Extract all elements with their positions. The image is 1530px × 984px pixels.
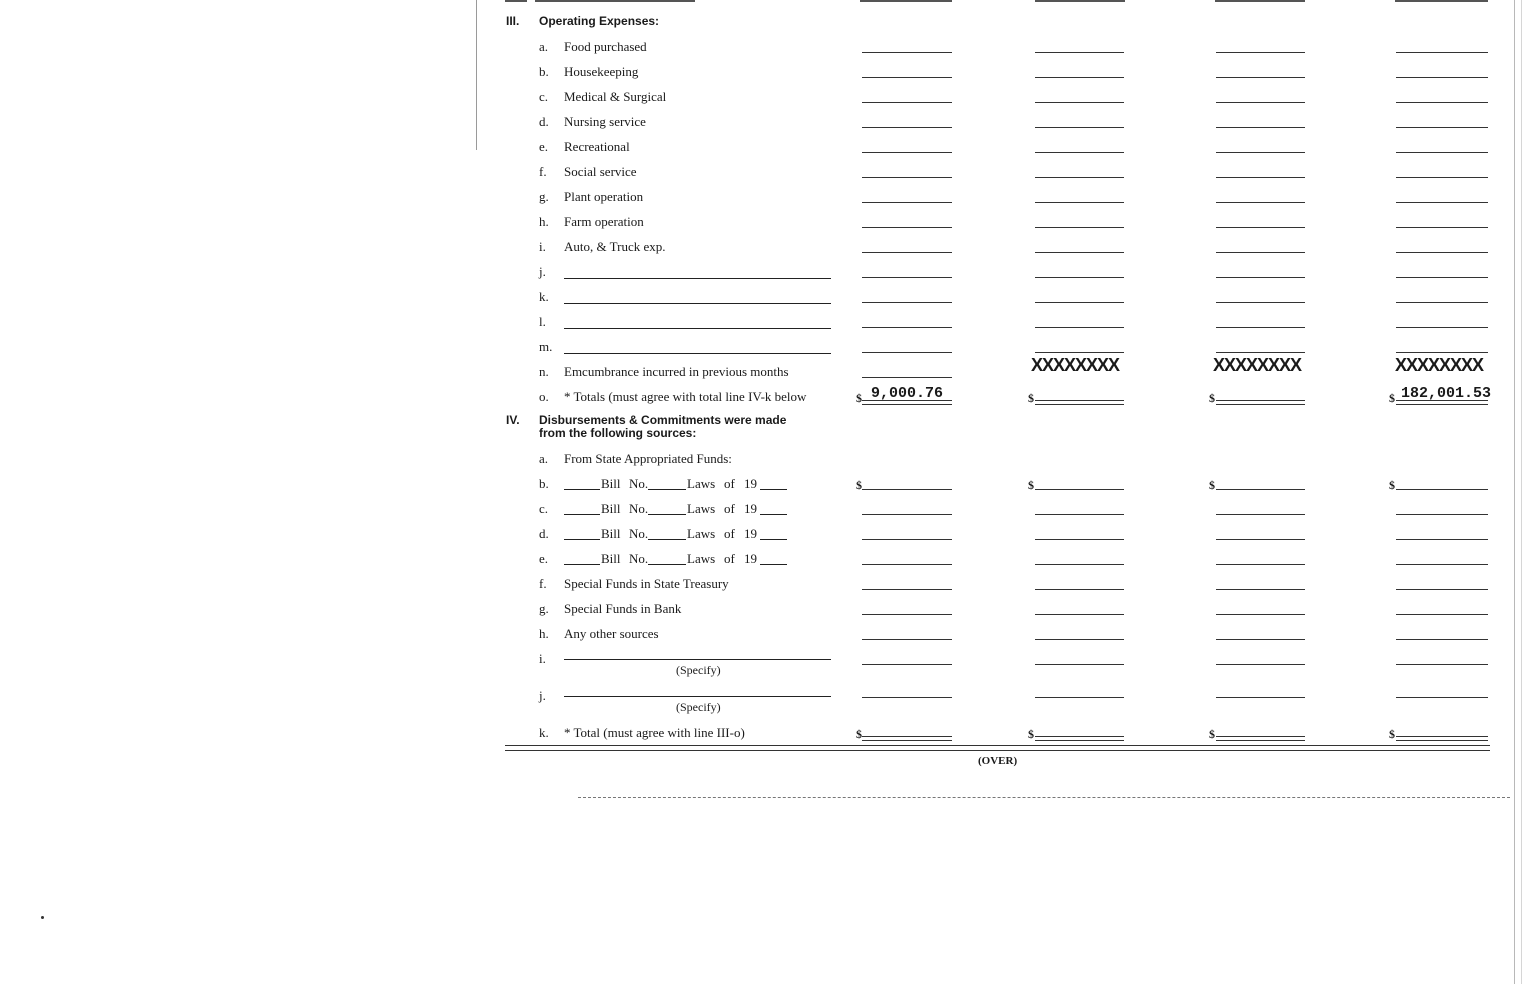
amount-field[interactable] — [1035, 127, 1124, 128]
bill-word: Bill — [601, 551, 621, 566]
row-bill-e — [0, 551, 1530, 576]
amount-field[interactable] — [862, 589, 952, 590]
no-word: No. — [629, 476, 649, 491]
amount-field[interactable] — [1396, 664, 1488, 665]
row-specify-j — [0, 688, 1530, 713]
row-letter: b. — [539, 476, 549, 491]
amount-field[interactable] — [1035, 664, 1124, 665]
amount-field[interactable] — [1035, 697, 1124, 698]
amount-field[interactable] — [1035, 277, 1124, 278]
over-note: (OVER) — [978, 755, 1018, 767]
row-bill-d — [0, 526, 1530, 551]
row-letter: f. — [539, 576, 547, 591]
cut-off-previous-row — [505, 0, 1490, 3]
dollar-sign: $ — [1209, 478, 1215, 492]
amount-field[interactable] — [1216, 202, 1305, 203]
dollar-sign: $ — [856, 727, 862, 741]
amount-field[interactable] — [862, 377, 952, 378]
row-special-funds-bank — [0, 601, 1530, 626]
row-label: Auto, & Truck exp. — [564, 239, 666, 254]
amount-field[interactable] — [862, 514, 952, 515]
row-label: Special Funds in Bank — [564, 601, 682, 616]
row-letter: j. — [539, 264, 546, 279]
amount-field[interactable] — [1396, 152, 1488, 153]
row-letter: i. — [539, 239, 546, 254]
amount-field[interactable] — [1216, 614, 1305, 615]
amount-field[interactable] — [1396, 77, 1488, 78]
no-word: No. — [629, 501, 649, 516]
no-field[interactable] — [648, 539, 686, 540]
row-totals — [0, 385, 1530, 414]
row-plant-operation — [0, 189, 1530, 214]
amount-field[interactable] — [1396, 102, 1488, 103]
row-special-funds-treasury — [0, 576, 1530, 601]
amount-field[interactable] — [1396, 539, 1488, 540]
bill-number-field[interactable] — [564, 514, 600, 515]
amount-field[interactable] — [1216, 539, 1305, 540]
laws-word: Laws — [687, 551, 716, 566]
row-label: Recreational — [564, 139, 630, 154]
ink-speck — [41, 916, 44, 919]
bill-word: Bill — [601, 476, 621, 491]
year-prefix: 19 — [744, 551, 757, 566]
amount-field[interactable] — [1396, 514, 1488, 515]
row-letter: b. — [539, 64, 549, 79]
bill-number-field[interactable] — [564, 539, 600, 540]
row-letter: f. — [539, 164, 547, 179]
total-field[interactable] — [1396, 736, 1488, 741]
row-medical-surgical — [0, 89, 1530, 114]
total-field[interactable] — [1035, 400, 1124, 405]
section-4-title-line1: Disbursements & Commitments were made — [539, 413, 787, 427]
row-letter: h. — [539, 214, 549, 229]
bill-number-field[interactable] — [564, 564, 600, 565]
section-3-number: III. — [506, 14, 520, 28]
description-field[interactable] — [564, 353, 831, 354]
amount-field[interactable] — [1216, 327, 1305, 328]
total-value-col4[interactable]: 182,001.53 — [1401, 385, 1492, 402]
amount-field[interactable] — [862, 489, 952, 490]
dollar-sign: $ — [1028, 391, 1034, 405]
amount-field[interactable] — [862, 177, 952, 178]
amount-field[interactable] — [1216, 489, 1305, 490]
dollar-sign: $ — [1389, 478, 1395, 492]
amount-field[interactable] — [1216, 127, 1305, 128]
year-field[interactable] — [760, 539, 787, 540]
section-4-number: IV. — [506, 413, 520, 427]
amount-field[interactable] — [1216, 639, 1305, 640]
row-letter: j. — [539, 688, 546, 703]
amount-field[interactable] — [1216, 77, 1305, 78]
total-field — [862, 400, 952, 405]
year-field[interactable] — [760, 489, 787, 490]
no-field[interactable] — [648, 489, 686, 490]
section-4-title-line2: from the following sources: — [539, 426, 697, 440]
row-blank-l — [0, 314, 1530, 339]
laws-word: Laws — [687, 526, 716, 541]
laws-word: Laws — [687, 501, 716, 516]
amount-field[interactable] — [1396, 614, 1488, 615]
row-letter: e. — [539, 551, 549, 566]
amount-field[interactable] — [862, 277, 952, 278]
row-blank-j — [0, 264, 1530, 289]
amount-field[interactable] — [1216, 697, 1305, 698]
amount-field[interactable] — [862, 664, 952, 665]
row-letter: d. — [539, 526, 549, 541]
struck-out-mark: XXXXXXXX — [1213, 355, 1302, 375]
row-farm-operation — [0, 214, 1530, 239]
amount-field[interactable] — [1216, 277, 1305, 278]
row-specify-i — [0, 651, 1530, 676]
dollar-sign: $ — [1389, 391, 1395, 405]
row-bill-c — [0, 501, 1530, 526]
description-field[interactable] — [564, 328, 831, 329]
row-letter: n. — [539, 364, 549, 379]
specify-caption: (Specify) — [676, 700, 721, 714]
bottom-double-rule — [505, 745, 1490, 751]
total-value-col1[interactable]: 9,000.76 — [871, 385, 944, 402]
amount-field[interactable] — [1216, 589, 1305, 590]
no-word: No. — [629, 551, 649, 566]
amount-field[interactable] — [1216, 302, 1305, 303]
row-auto-truck — [0, 239, 1530, 264]
amount-field[interactable] — [862, 127, 952, 128]
amount-field[interactable] — [862, 564, 952, 565]
amount-field[interactable] — [1396, 202, 1488, 203]
dollar-sign: $ — [1389, 727, 1395, 741]
row-letter: e. — [539, 139, 549, 154]
amount-field[interactable] — [862, 327, 952, 328]
year-field[interactable] — [760, 564, 787, 565]
specify-field[interactable] — [564, 659, 831, 660]
of-word: of — [724, 501, 735, 516]
amount-field[interactable] — [1396, 177, 1488, 178]
amount-field[interactable] — [862, 77, 952, 78]
row-bill-b — [0, 476, 1530, 501]
amount-field[interactable] — [862, 227, 952, 228]
amount-field[interactable] — [1035, 302, 1124, 303]
row-label: * Total (must agree with line III-o) — [564, 725, 745, 740]
amount-field[interactable] — [1396, 277, 1488, 278]
dollar-sign: $ — [856, 391, 862, 405]
row-letter: h. — [539, 626, 549, 641]
row-letter: d. — [539, 114, 549, 129]
amount-field[interactable] — [1396, 564, 1488, 565]
amount-field[interactable] — [862, 697, 952, 698]
amount-field[interactable] — [1216, 102, 1305, 103]
of-word: of — [724, 526, 735, 541]
row-letter: c. — [539, 501, 549, 516]
amount-field[interactable] — [1396, 639, 1488, 640]
year-prefix: 19 — [744, 526, 757, 541]
amount-field[interactable] — [1035, 352, 1124, 353]
row-blank-k — [0, 289, 1530, 314]
amount-field[interactable] — [862, 202, 952, 203]
total-field[interactable] — [862, 736, 952, 741]
amount-field[interactable] — [1216, 152, 1305, 153]
bill-number-field[interactable] — [564, 489, 600, 490]
no-field[interactable] — [648, 564, 686, 565]
amount-field[interactable] — [1396, 302, 1488, 303]
struck-out-mark: XXXXXXXX — [1395, 355, 1484, 375]
row-letter: g. — [539, 189, 549, 204]
total-field[interactable] — [1035, 736, 1124, 741]
amount-field[interactable] — [1396, 52, 1488, 53]
of-word: of — [724, 476, 735, 491]
amount-field[interactable] — [1396, 327, 1488, 328]
amount-field[interactable] — [862, 639, 952, 640]
row-label: Plant operation — [564, 189, 644, 204]
amount-field[interactable] — [1396, 489, 1488, 490]
row-letter: m. — [539, 339, 553, 354]
amount-field[interactable] — [1216, 52, 1305, 53]
amount-field[interactable] — [1396, 252, 1488, 253]
amount-field[interactable] — [1035, 489, 1124, 490]
amount-field[interactable] — [1035, 564, 1124, 565]
row-encumbrance — [0, 355, 1530, 389]
row-label: Farm operation — [564, 214, 644, 229]
row-label: * Totals (must agree with total line IV-k below — [564, 389, 807, 404]
bill-word: Bill — [601, 526, 621, 541]
year-field[interactable] — [760, 514, 787, 515]
no-field[interactable] — [648, 514, 686, 515]
total-field — [1396, 400, 1488, 405]
amount-field[interactable] — [1396, 352, 1488, 353]
amount-field[interactable] — [862, 302, 952, 303]
row-social-service — [0, 164, 1530, 189]
row-label: Housekeeping — [564, 64, 639, 79]
row-letter: o. — [539, 389, 549, 404]
dollar-sign: $ — [1028, 727, 1034, 741]
amount-field[interactable] — [1216, 177, 1305, 178]
dollar-sign: $ — [1209, 727, 1215, 741]
amount-field[interactable] — [1035, 252, 1124, 253]
row-letter: k. — [539, 725, 549, 740]
description-field[interactable] — [564, 278, 831, 279]
amount-field[interactable] — [1216, 227, 1305, 228]
of-word: of — [724, 551, 735, 566]
row-state-appropriated — [0, 451, 1530, 476]
no-word: No. — [629, 526, 649, 541]
amount-field[interactable] — [1216, 352, 1305, 353]
row-label: Food purchased — [564, 39, 647, 54]
specify-field[interactable] — [564, 696, 831, 697]
amount-field[interactable] — [1035, 639, 1124, 640]
row-label: From State Appropriated Funds: — [564, 451, 732, 466]
amount-field[interactable] — [1035, 202, 1124, 203]
total-field[interactable] — [1216, 736, 1305, 741]
amount-field[interactable] — [1035, 514, 1124, 515]
amount-field[interactable] — [1035, 539, 1124, 540]
amount-field[interactable] — [1035, 77, 1124, 78]
amount-field[interactable] — [862, 102, 952, 103]
specify-caption: (Specify) — [676, 663, 721, 677]
amount-field[interactable] — [1035, 589, 1124, 590]
row-recreational — [0, 139, 1530, 164]
year-prefix: 19 — [744, 501, 757, 516]
row-nursing-service — [0, 114, 1530, 139]
amount-field[interactable] — [862, 539, 952, 540]
amount-field[interactable] — [1216, 514, 1305, 515]
year-prefix: 19 — [744, 476, 757, 491]
amount-field[interactable] — [1396, 589, 1488, 590]
row-label: Medical & Surgical — [564, 89, 667, 104]
total-field[interactable] — [1216, 400, 1305, 405]
bill-word: Bill — [601, 501, 621, 516]
row-label: Any other sources — [564, 626, 659, 641]
row-letter: l. — [539, 314, 546, 329]
amount-field[interactable] — [1035, 52, 1124, 53]
row-label: Special Funds in State Treasury — [564, 576, 729, 591]
dollar-sign: $ — [1028, 478, 1034, 492]
amount-field[interactable] — [1035, 152, 1124, 153]
amount-field[interactable] — [862, 52, 952, 53]
dollar-sign: $ — [1209, 391, 1215, 405]
amount-field[interactable] — [1216, 664, 1305, 665]
row-housekeeping — [0, 64, 1530, 89]
row-other-sources — [0, 626, 1530, 651]
description-field[interactable] — [564, 303, 831, 304]
dollar-sign: $ — [856, 478, 862, 492]
amount-field[interactable] — [1216, 564, 1305, 565]
row-letter: a. — [539, 39, 549, 54]
amount-field[interactable] — [862, 352, 952, 353]
amount-field[interactable] — [1396, 697, 1488, 698]
amount-field[interactable] — [1035, 614, 1124, 615]
row-food-purchased — [0, 39, 1530, 64]
amount-field[interactable] — [1396, 227, 1488, 228]
amount-field[interactable] — [862, 152, 952, 153]
row-label: Nursing service — [564, 114, 646, 129]
struck-out-mark: XXXXXXXX — [1031, 355, 1120, 375]
amount-field[interactable] — [1216, 252, 1305, 253]
amount-field[interactable] — [1035, 227, 1124, 228]
amount-field[interactable] — [1035, 102, 1124, 103]
amount-field[interactable] — [1035, 327, 1124, 328]
section-3-title: Operating Expenses: — [539, 14, 660, 28]
amount-field[interactable] — [862, 252, 952, 253]
row-letter: a. — [539, 451, 549, 466]
torn-edge-line — [578, 797, 1510, 798]
row-letter: g. — [539, 601, 549, 616]
laws-word: Laws — [687, 476, 716, 491]
amount-field[interactable] — [1396, 127, 1488, 128]
amount-field[interactable] — [1035, 177, 1124, 178]
row-label: Emcumbrance incurred in previous months — [564, 364, 789, 379]
amount-field[interactable] — [862, 614, 952, 615]
row-letter: k. — [539, 289, 549, 304]
row-label: Social service — [564, 164, 637, 179]
row-letter: i. — [539, 651, 546, 666]
row-letter: c. — [539, 89, 549, 104]
